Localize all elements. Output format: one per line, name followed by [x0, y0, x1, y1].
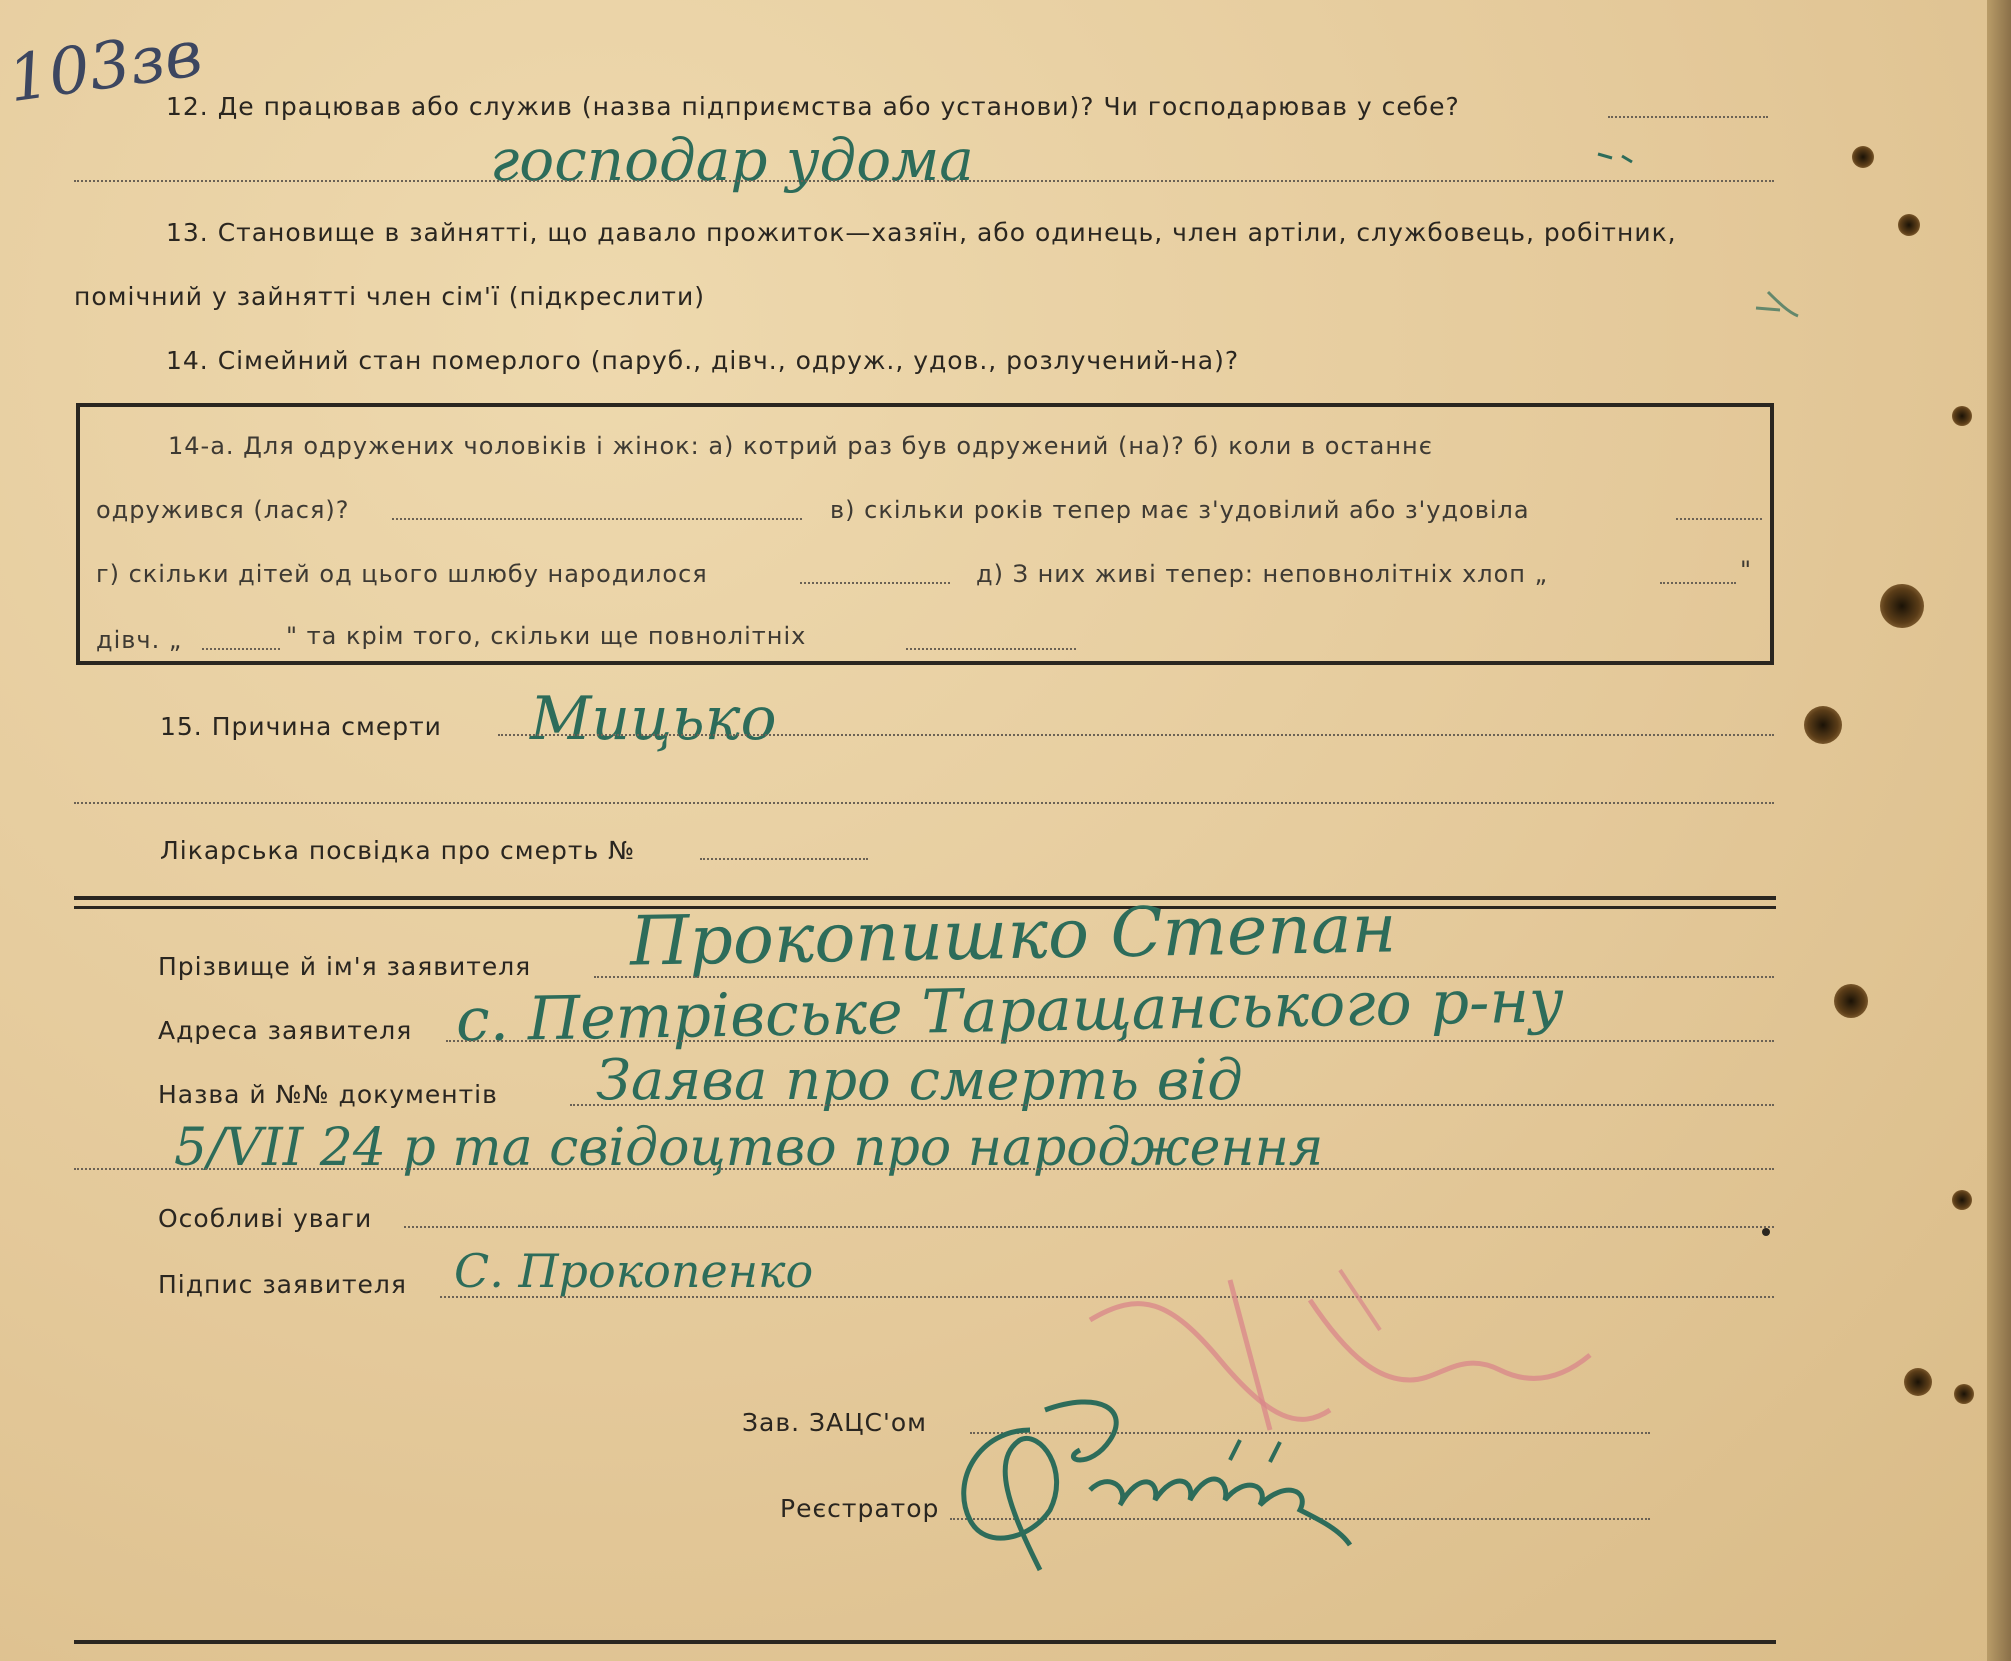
q14a-line2a: одружився (лася)? — [96, 496, 350, 524]
q15-answer: Мицько — [530, 684, 777, 754]
q14a-line1: 14-а. Для одружених чоловіків і жінок: а) котрий раз був одружений (на)? б) коли в останнє — [168, 432, 1433, 460]
q12-label: 12. Де працював або служив (назва підприємства або установи)? Чи господарював у себе? — [166, 92, 1460, 121]
q14a-line3a: г) скільки дітей од цього шлюбу народилося — [96, 560, 708, 588]
applicant-docs-label: Назва й №№ документів — [158, 1080, 498, 1109]
applicant-name-label: Прізвище й ім'я заявителя — [158, 952, 532, 981]
office-head-label: Зав. ЗАЦС'ом — [742, 1408, 927, 1437]
medical-label: Лікарська посвідка про смерть № — [160, 836, 636, 865]
q14a-line2b: в) скільки років тепер має з'удовілий або з'удовіла — [830, 496, 1530, 524]
archive-number: 103зв — [3, 16, 207, 118]
applicant-address-label: Адреса заявителя — [158, 1016, 413, 1045]
q15-label: 15. Причина смерти — [160, 712, 442, 741]
applicant-docs-value-2: 5/VII 24 р та свідоцтво про народження — [174, 1118, 1324, 1178]
applicant-signature-value: С. Прокопенко — [454, 1244, 814, 1298]
applicant-name-value: Прокопишко Степан — [629, 889, 1398, 982]
q14-label: 14. Сімейний стан померлого (паруб., дівч., одруж., удов., розлучений-на)? — [166, 346, 1240, 375]
q14a-line4b: " та крім того, скільки ще повнолітніх — [286, 622, 807, 650]
applicant-address-value: с. Петрівське Таращанського р-ну — [455, 966, 1565, 1056]
applicant-notes-label: Особливі уваги — [158, 1204, 373, 1233]
office-registrar-label: Реєстратор — [780, 1494, 940, 1523]
q13-line1: 13. Становище в зайнятті, що давало прожиток—хазяїн, або одинець, член артіли, службовець, робітник, — [166, 218, 1677, 247]
applicant-docs-value-1: Заява про смерть від — [596, 1048, 1243, 1113]
q13-line2: помічний у зайнятті член сім'ї (підкреслити) — [74, 282, 705, 311]
applicant-signature-label: Підпис заявителя — [158, 1270, 407, 1299]
q14a-line4a: дівч. „ — [96, 626, 183, 654]
q12-answer: господар удома — [490, 126, 974, 194]
q14a-line3b: д) З них живі тепер: неповнолітніх хлоп „ — [976, 560, 1549, 588]
q14a-line3c: " — [1740, 556, 1753, 584]
